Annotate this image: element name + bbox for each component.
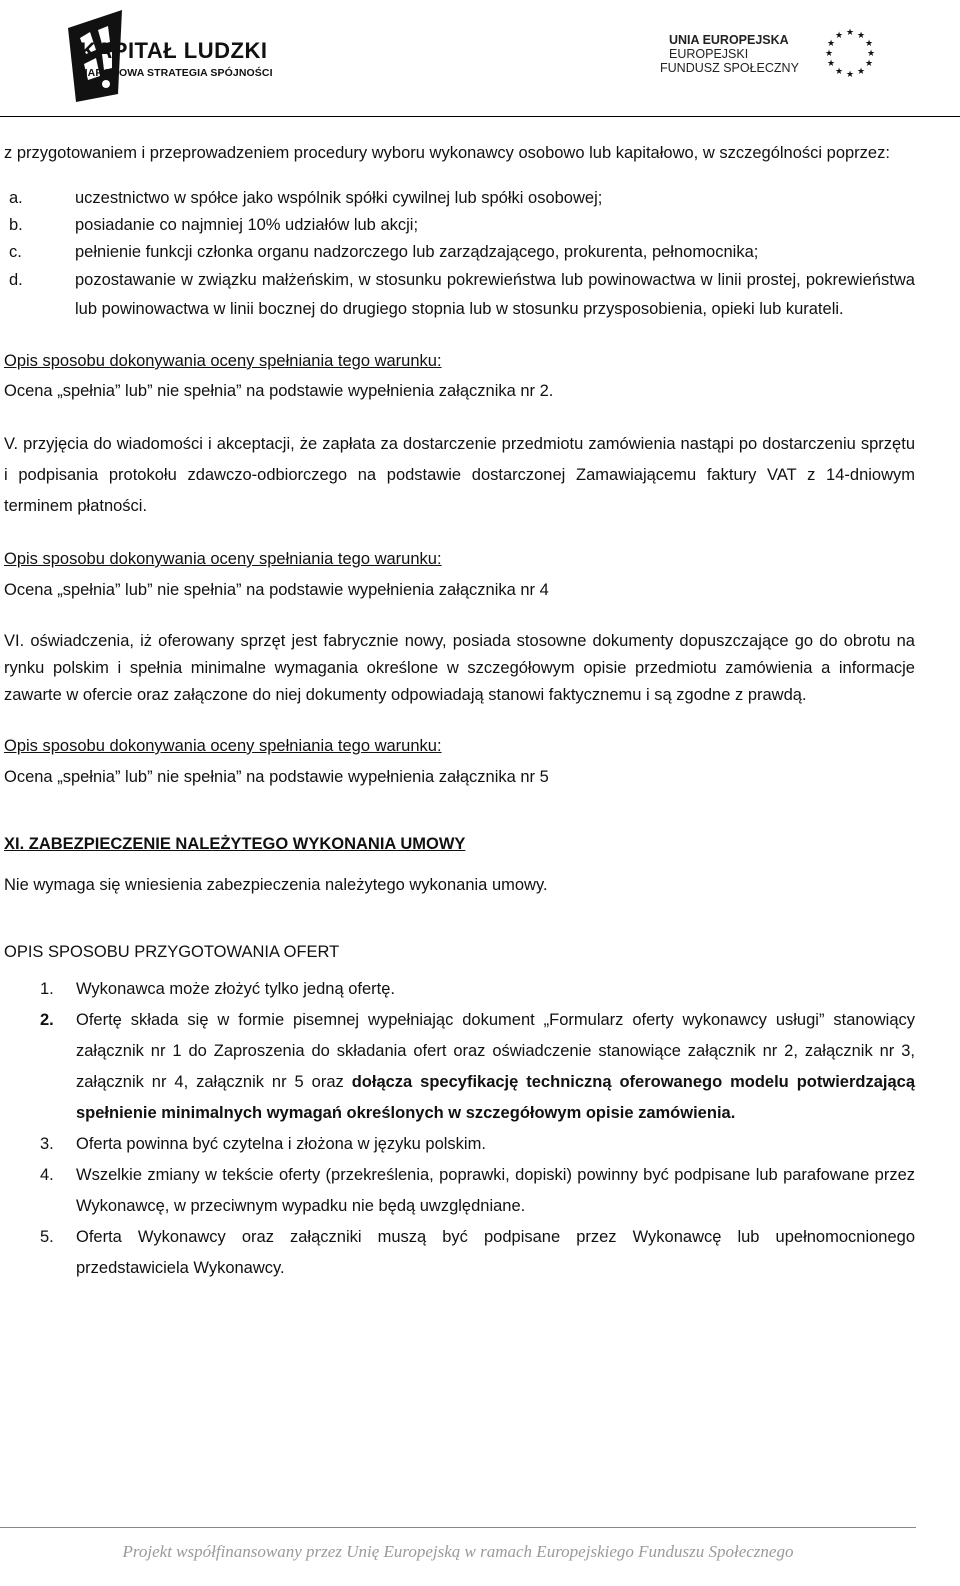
list-item (4, 266, 915, 324)
list-item-bold-text: dołącza specyfikację techniczną oferowanego modelu potwierdzającą spełnienie minimalnych wymagań określonych w szczegółowym opisie zamówienia. (76, 1073, 915, 1122)
svg-text:★: ★ (824, 48, 834, 58)
svg-text:★: ★ (826, 58, 836, 68)
page-header (0, 0, 960, 118)
relationship-list (4, 185, 915, 324)
list-marker: c. (9, 243, 22, 261)
kapital-ludzki-subtitle: NARODOWA STRATEGIA SPÓJNOŚCI (80, 67, 273, 79)
list-marker: 4. (40, 1166, 54, 1184)
list-item-text: Oferta powinna być czytelna i złożona w języku polskim. (76, 1135, 486, 1153)
list-item-text: posiadanie co najmniej 10% udziałów lub akcji; (75, 216, 419, 234)
evaluation-text: Ocena „spełnia” lub” nie spełnia” na podstawie wypełnienia załącznika nr 5 (4, 768, 549, 786)
list-item (4, 185, 915, 212)
offers-list (4, 974, 915, 1284)
evaluation-text: Ocena „spełnia” lub” nie spełnia” na podstawie wypełnienia załącznika nr 4 (4, 581, 549, 599)
list-item-text: pełnienie funkcji członka organu nadzorczego lub zarządzającego, prokurenta, pełnomocnika; (75, 243, 759, 261)
svg-text:★: ★ (845, 27, 855, 37)
svg-text:★: ★ (834, 66, 844, 76)
list-item-text: Ofertę składa się w formie pisemnej wypełniając dokument „Formularz oferty wykonawcy usługi” stanowiący załącznik nr 1 do Zaproszenia do składania ofert oraz oświadczenie stanowiące załącznik nr 2, załącznik nr 3, załącznik nr 4, załącznik nr 5 oraz (76, 1011, 915, 1091)
offers-heading: OPIS SPOSOBU PRZYGOTOWANIA OFERT (4, 943, 340, 961)
condition-v-paragraph: V. przyjęcia do wiadomości i akceptacji, że zapłata za dostarczenie przedmiotu zamówienia nastąpi po dostarczeniu sprzętu i podpisania protokołu zdawczo-odbiorczego na podstawie dostarczonej Zamawiającemu faktury VAT z 14-dniowym terminem płatności. (4, 435, 915, 515)
list-item (4, 212, 915, 239)
evaluation-heading: Opis sposobu dokonywania oceny spełniania tego warunku: (4, 550, 442, 568)
list-marker: 2. (40, 1011, 54, 1029)
footer-divider (0, 1527, 916, 1528)
list-item (4, 1005, 915, 1129)
list-item-text: pozostawanie w związku małżeńskim, w stosunku pokrewieństwa lub powinowactwa w linii prostej, pokrewieństwa lub powinowactwa w linii bocznej do drugiego stopnia lub w stosunku przysposobienia, opieki lub kurateli. (75, 271, 915, 318)
svg-text:★: ★ (856, 30, 866, 40)
eu-stars-icon (823, 25, 877, 79)
section-xi-heading: XI. ZABEZPIECZENIE NALEŻYTEGO WYKONANIA UMOWY (4, 835, 466, 853)
eu-logo-line3: FUNDUSZ SPOŁECZNY (660, 61, 799, 75)
svg-text:★: ★ (866, 48, 876, 58)
section-xi-text: Nie wymaga się wniesienia zabezpieczenia należytego wykonania umowy. (4, 876, 548, 894)
intro-paragraph: z przygotowaniem i przeprowadzeniem procedury wyboru wykonawcy osobowo lub kapitałowo, w szczególności poprzez: (4, 144, 890, 162)
eu-logo-line1: UNIA EUROPEJSKA (669, 33, 789, 47)
kapital-ludzki-title: KAPITAŁ LUDZKI (80, 38, 268, 63)
list-item (4, 239, 915, 266)
list-item (4, 1222, 915, 1284)
svg-text:★: ★ (834, 30, 844, 40)
list-item-text: Wszelkie zmiany w tekście oferty (przekreślenia, poprawki, dopiski) powinny być podpisane lub parafowane przez Wykonawcę, w przeciwnym wypadku nie będą uwzględniane. (76, 1166, 915, 1215)
list-item (4, 974, 915, 1005)
svg-text:★: ★ (856, 66, 866, 76)
list-item (4, 1129, 915, 1160)
list-marker: 3. (40, 1135, 54, 1153)
list-marker: d. (9, 271, 23, 289)
document-body (4, 140, 915, 1284)
evaluation-text: Ocena „spełnia” lub” nie spełnia” na podstawie wypełnienia załącznika nr 2. (4, 382, 554, 400)
list-marker: b. (9, 216, 23, 234)
evaluation-heading: Opis sposobu dokonywania oceny spełniania tego warunku: (4, 737, 442, 755)
svg-text:★: ★ (845, 69, 855, 79)
list-marker: 1. (40, 980, 54, 998)
list-item-text: Wykonawca może złożyć tylko jedną ofertę. (76, 980, 395, 998)
list-marker: 5. (40, 1228, 54, 1246)
svg-text:★: ★ (864, 38, 874, 48)
svg-text:★: ★ (864, 58, 874, 68)
evaluation-heading: Opis sposobu dokonywania oceny spełniania tego warunku: (4, 352, 442, 370)
list-item-text: Oferta Wykonawcy oraz załączniki muszą być podpisane przez Wykonawcę lub upełnomocnionego przedstawiciela Wykonawcy. (76, 1228, 915, 1277)
condition-vi-paragraph: VI. oświadczenia, iż oferowany sprzęt jest fabrycznie nowy, posiada stosowne dokumenty dopuszczające go do obrotu na rynku polskim i spełnia minimalne wymagania określone w szczegółowym opisie przedmiotu zamówienia a informacje zawarte w ofercie oraz załączone do niej dokumenty odpowiadają stanowi faktycznemu i są zgodne z prawdą. (4, 632, 915, 704)
eu-logo-block (660, 27, 920, 90)
list-item (4, 1160, 915, 1222)
eu-logo-line2: EUROPEJSKI (669, 47, 749, 61)
header-divider (0, 116, 960, 117)
page-footer: Projekt współfinansowany przez Unię Europejską w ramach Europejskiego Funduszu Społecznego (122, 1542, 794, 1561)
list-item-text: uczestnictwo w spółce jako wspólnik spółki cywilnej lub spółki osobowej; (75, 189, 603, 207)
list-marker: a. (9, 189, 23, 207)
svg-text:★: ★ (826, 38, 836, 48)
